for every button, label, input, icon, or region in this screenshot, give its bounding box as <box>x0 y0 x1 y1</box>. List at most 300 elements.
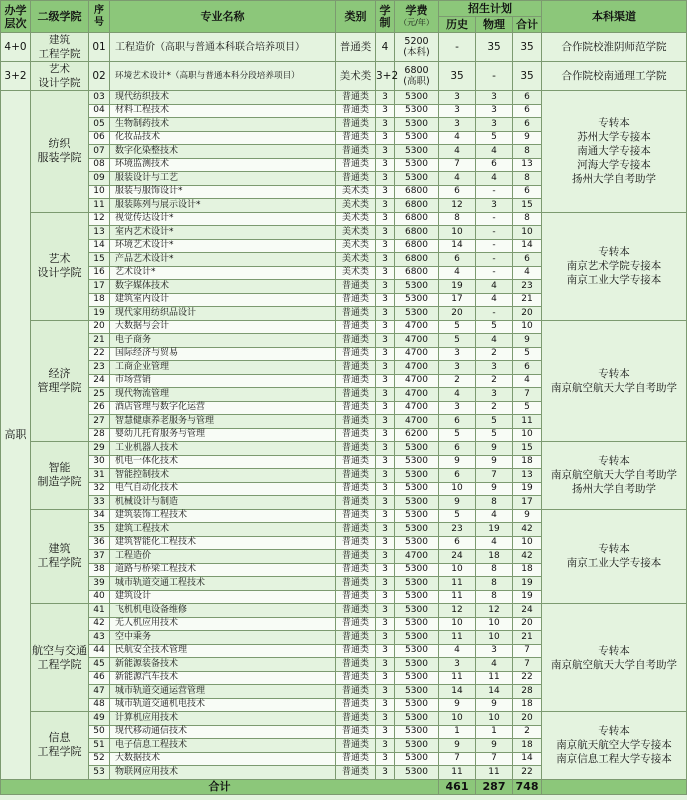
major-cell: 城市轨道交通工程技术 <box>110 577 336 591</box>
total-cell: 7 <box>513 388 542 402</box>
history-cell: 11 <box>439 590 476 604</box>
history-cell: 4 <box>439 644 476 658</box>
fee-cell: 5300 <box>395 698 439 712</box>
physics-cell: 19 <box>476 523 513 537</box>
history-cell: 5 <box>439 428 476 442</box>
physics-cell: 3 <box>476 644 513 658</box>
physics-cell: 6 <box>476 158 513 172</box>
seq-cell: 33 <box>89 496 110 510</box>
fee-cell: 4700 <box>395 374 439 388</box>
seq-cell: 23 <box>89 361 110 375</box>
fee-cell: 5300 <box>395 442 439 456</box>
type-cell: 美术类 <box>336 62 376 91</box>
total-cell: 6 <box>513 185 542 199</box>
channel-cell: 专转本 南京航天航空大学专接本 南京信息工程大学专接本 <box>542 712 687 780</box>
duration-cell: 3 <box>376 401 395 415</box>
duration-cell: 3 <box>376 91 395 105</box>
channel-cell: 专转本 南京艺术学院专接本 南京工业大学专接本 <box>542 212 687 320</box>
fee-cell: 5300 <box>395 536 439 550</box>
major-cell: 环境监测技术 <box>110 158 336 172</box>
channel-cell: 专转本 南京工业大学专接本 <box>542 509 687 604</box>
major-cell: 城市轨道交通机电技术 <box>110 698 336 712</box>
seq-cell: 31 <box>89 469 110 483</box>
duration-cell: 3 <box>376 536 395 550</box>
duration-cell: 3 <box>376 550 395 564</box>
major-cell: 服装设计与工艺 <box>110 172 336 186</box>
history-cell: 10 <box>439 617 476 631</box>
header-history: 历史 <box>439 17 476 33</box>
total-cell: 9 <box>513 334 542 348</box>
total-cell: 15 <box>513 442 542 456</box>
seq-cell: 19 <box>89 307 110 321</box>
history-cell: 9 <box>439 698 476 712</box>
major-cell: 酒店管理与数字化运营 <box>110 401 336 415</box>
major-cell: 无人机应用技术 <box>110 617 336 631</box>
total-cell: 2 <box>513 725 542 739</box>
college-cell: 纺织 服装学院 <box>31 91 89 213</box>
physics-cell: 4 <box>476 280 513 294</box>
major-cell: 大数据与会计 <box>110 320 336 334</box>
physics-cell: 4 <box>476 658 513 672</box>
physics-cell: 10 <box>476 712 513 726</box>
fee-cell: 5300 <box>395 725 439 739</box>
major-cell: 大数据技术 <box>110 752 336 766</box>
type-cell: 普通类 <box>336 33 376 62</box>
physics-cell: 9 <box>476 455 513 469</box>
header-major: 专业名称 <box>110 1 336 33</box>
header-total: 合计 <box>513 17 542 33</box>
table-row <box>1 442 687 456</box>
seq-cell: 20 <box>89 320 110 334</box>
physics-cell: - <box>476 253 513 267</box>
seq-cell: 47 <box>89 685 110 699</box>
fee-cell: 5300 <box>395 307 439 321</box>
seq-cell: 26 <box>89 401 110 415</box>
physics-cell: 4 <box>476 536 513 550</box>
seq-cell: 04 <box>89 104 110 118</box>
physics-cell: 8 <box>476 496 513 510</box>
header-seq: 序 号 <box>89 1 110 33</box>
table-row <box>1 91 687 105</box>
fee-cell: 6200 <box>395 428 439 442</box>
seq-cell: 11 <box>89 199 110 213</box>
major-cell: 建筑工程技术 <box>110 523 336 537</box>
type-cell: 美术类 <box>336 185 376 199</box>
physics-cell: 8 <box>476 590 513 604</box>
history-cell: 19 <box>439 280 476 294</box>
total-cell: 20 <box>513 712 542 726</box>
total-cell: 42 <box>513 550 542 564</box>
seq-cell: 39 <box>89 577 110 591</box>
duration-cell: 3 <box>376 442 395 456</box>
total-cell: 8 <box>513 172 542 186</box>
header-level: 办学 层次 <box>1 1 31 33</box>
type-cell: 普通类 <box>336 334 376 348</box>
history-cell: 11 <box>439 577 476 591</box>
duration-cell: 3 <box>376 698 395 712</box>
duration-cell: 3 <box>376 523 395 537</box>
level-cell: 高职 <box>1 91 31 780</box>
major-cell: 智能控制技术 <box>110 469 336 483</box>
total-cell: 28 <box>513 685 542 699</box>
physics-cell: 11 <box>476 766 513 780</box>
fee-cell: 5300 <box>395 469 439 483</box>
type-cell: 普通类 <box>336 604 376 618</box>
duration-cell: 3 <box>376 347 395 361</box>
type-cell: 普通类 <box>336 617 376 631</box>
major-cell: 环境艺术设计*（高职与普通本科分段培养项目） <box>110 62 336 91</box>
fee-cell: 5300 <box>395 658 439 672</box>
fee-cell: 5300 <box>395 685 439 699</box>
history-cell: 10 <box>439 712 476 726</box>
duration-cell: 3 <box>376 658 395 672</box>
major-cell: 现代家用纺织品设计 <box>110 307 336 321</box>
physics-cell: 3 <box>476 91 513 105</box>
seq-cell: 25 <box>89 388 110 402</box>
duration-cell: 3 <box>376 617 395 631</box>
physics-cell: 2 <box>476 374 513 388</box>
total-cell: 10 <box>513 320 542 334</box>
duration-cell: 3 <box>376 590 395 604</box>
major-cell: 市场营销 <box>110 374 336 388</box>
total-cell: 10 <box>513 536 542 550</box>
seq-cell: 45 <box>89 658 110 672</box>
total-cell: 20 <box>513 307 542 321</box>
major-cell: 数字化染整技术 <box>110 145 336 159</box>
channel-cell: 专转本 南京航空航天大学自考助学 <box>542 604 687 712</box>
seq-cell: 24 <box>89 374 110 388</box>
physics-cell: 5 <box>476 320 513 334</box>
history-cell: 4 <box>439 145 476 159</box>
header-fee <box>395 1 439 33</box>
history-cell: 11 <box>439 631 476 645</box>
physics-cell: 5 <box>476 428 513 442</box>
type-cell: 美术类 <box>336 226 376 240</box>
history-cell: 3 <box>439 658 476 672</box>
total-row <box>1 779 687 794</box>
duration-cell: 3 <box>376 280 395 294</box>
total-cell: 4 <box>513 266 542 280</box>
major-cell: 飞机机电设备维修 <box>110 604 336 618</box>
total-cell: 17 <box>513 496 542 510</box>
duration-cell: 3 <box>376 334 395 348</box>
major-cell: 服装陈列与展示设计* <box>110 199 336 213</box>
total-cell: 23 <box>513 280 542 294</box>
table-row <box>1 33 687 62</box>
seq-cell: 03 <box>89 91 110 105</box>
seq-cell: 08 <box>89 158 110 172</box>
table-row <box>1 212 687 226</box>
seq-cell: 53 <box>89 766 110 780</box>
major-cell: 智慧健康养老服务与管理 <box>110 415 336 429</box>
duration-cell: 3 <box>376 172 395 186</box>
history-cell: 3 <box>439 347 476 361</box>
physics-cell: 3 <box>476 104 513 118</box>
type-cell: 普通类 <box>336 442 376 456</box>
type-cell: 普通类 <box>336 293 376 307</box>
fee-cell: 5200 (本科) <box>395 33 439 62</box>
total-cell: 19 <box>513 590 542 604</box>
total-cell: 13 <box>513 158 542 172</box>
history-cell: 9 <box>439 739 476 753</box>
physics-cell: 5 <box>476 415 513 429</box>
type-cell: 普通类 <box>336 509 376 523</box>
header-duration: 学 制 <box>376 1 395 33</box>
level-cell: 4+0 <box>1 33 31 62</box>
history-cell: 6 <box>439 253 476 267</box>
physics-cell: 3 <box>476 388 513 402</box>
total-cell: 10 <box>513 428 542 442</box>
major-cell: 新能源汽车技术 <box>110 671 336 685</box>
fee-cell: 6800 <box>395 266 439 280</box>
seq-cell: 28 <box>89 428 110 442</box>
history-cell: 24 <box>439 550 476 564</box>
physics-cell: 1 <box>476 725 513 739</box>
fee-cell: 6800 <box>395 253 439 267</box>
major-cell: 建筑智能化工程技术 <box>110 536 336 550</box>
total-history: 461 <box>439 779 476 794</box>
header-plan: 招生计划 <box>439 1 542 17</box>
physics-cell: 7 <box>476 752 513 766</box>
physics-cell: 4 <box>476 293 513 307</box>
total-cell: 6 <box>513 118 542 132</box>
fee-cell: 5300 <box>395 577 439 591</box>
total-cell: 9 <box>513 131 542 145</box>
duration-cell: 3 <box>376 212 395 226</box>
history-cell: 6 <box>439 442 476 456</box>
history-cell: 6 <box>439 185 476 199</box>
fee-cell: 4700 <box>395 347 439 361</box>
major-cell: 道路与桥梁工程技术 <box>110 563 336 577</box>
history-cell: 7 <box>439 752 476 766</box>
duration-cell: 3 <box>376 415 395 429</box>
duration-cell: 3 <box>376 496 395 510</box>
college-cell: 艺术 设计学院 <box>31 62 89 91</box>
history-cell: 17 <box>439 293 476 307</box>
total-cell: 10 <box>513 226 542 240</box>
duration-cell: 3 <box>376 685 395 699</box>
history-cell: 1 <box>439 725 476 739</box>
type-cell: 普通类 <box>336 658 376 672</box>
physics-cell: 4 <box>476 172 513 186</box>
fee-cell: 6800 <box>395 239 439 253</box>
fee-label: 学费 <box>405 3 428 17</box>
physics-cell: 9 <box>476 482 513 496</box>
fee-cell: 6800 <box>395 185 439 199</box>
duration-cell: 3 <box>376 631 395 645</box>
history-cell: 4 <box>439 172 476 186</box>
physics-cell: 8 <box>476 563 513 577</box>
type-cell: 普通类 <box>336 671 376 685</box>
type-cell: 普通类 <box>336 523 376 537</box>
physics-cell: 9 <box>476 698 513 712</box>
major-cell: 视觉传达设计* <box>110 212 336 226</box>
type-cell: 普通类 <box>336 104 376 118</box>
seq-cell: 01 <box>89 33 110 62</box>
duration-cell: 3 <box>376 266 395 280</box>
total-cell: 21 <box>513 293 542 307</box>
type-cell: 普通类 <box>336 280 376 294</box>
duration-cell: 4 <box>376 33 395 62</box>
major-cell: 民航安全技术管理 <box>110 644 336 658</box>
duration-cell: 3 <box>376 307 395 321</box>
history-cell: 14 <box>439 685 476 699</box>
table-row <box>1 320 687 334</box>
major-cell: 建筑室内设计 <box>110 293 336 307</box>
physics-cell: - <box>476 239 513 253</box>
seq-cell: 49 <box>89 712 110 726</box>
major-cell: 服装与服饰设计* <box>110 185 336 199</box>
seq-cell: 32 <box>89 482 110 496</box>
type-cell: 普通类 <box>336 496 376 510</box>
duration-cell: 3 <box>376 253 395 267</box>
seq-cell: 30 <box>89 455 110 469</box>
type-cell: 普通类 <box>336 590 376 604</box>
type-cell: 普通类 <box>336 172 376 186</box>
type-cell: 美术类 <box>336 239 376 253</box>
seq-cell: 29 <box>89 442 110 456</box>
college-cell: 建筑 工程学院 <box>31 33 89 62</box>
physics-cell: 35 <box>476 33 513 62</box>
fee-cell: 5300 <box>395 766 439 780</box>
fee-cell: 5300 <box>395 496 439 510</box>
major-cell: 现代物流管理 <box>110 388 336 402</box>
major-cell: 材料工程技术 <box>110 104 336 118</box>
seq-cell: 50 <box>89 725 110 739</box>
physics-cell: 11 <box>476 671 513 685</box>
fee-cell: 5300 <box>395 631 439 645</box>
seq-cell: 09 <box>89 172 110 186</box>
major-cell: 工程造价（高职与普通本科联合培养项目） <box>110 33 336 62</box>
total-cell: 13 <box>513 469 542 483</box>
fee-cell: 5300 <box>395 172 439 186</box>
seq-cell: 43 <box>89 631 110 645</box>
header-channel: 本科渠道 <box>542 1 687 33</box>
history-cell: 7 <box>439 158 476 172</box>
physics-cell: 3 <box>476 361 513 375</box>
fee-cell: 6800 (高职) <box>395 62 439 91</box>
history-cell: 3 <box>439 361 476 375</box>
major-cell: 计算机应用技术 <box>110 712 336 726</box>
history-cell: 20 <box>439 307 476 321</box>
history-cell: 9 <box>439 496 476 510</box>
duration-cell: 3 <box>376 118 395 132</box>
major-cell: 环境艺术设计* <box>110 239 336 253</box>
seq-cell: 15 <box>89 253 110 267</box>
type-cell: 普通类 <box>336 631 376 645</box>
duration-cell: 3 <box>376 469 395 483</box>
duration-cell: 3 <box>376 239 395 253</box>
history-cell: 2 <box>439 374 476 388</box>
seq-cell: 18 <box>89 293 110 307</box>
fee-cell: 5300 <box>395 280 439 294</box>
physics-cell: 10 <box>476 631 513 645</box>
type-cell: 普通类 <box>336 415 376 429</box>
type-cell: 美术类 <box>336 253 376 267</box>
seq-cell: 38 <box>89 563 110 577</box>
seq-cell: 36 <box>89 536 110 550</box>
duration-cell: 3 <box>376 226 395 240</box>
fee-cell: 5300 <box>395 293 439 307</box>
seq-cell: 02 <box>89 62 110 91</box>
physics-cell: 7 <box>476 469 513 483</box>
physics-cell: 3 <box>476 118 513 132</box>
duration-cell: 3 <box>376 671 395 685</box>
duration-cell: 3 <box>376 145 395 159</box>
fee-cell: 4700 <box>395 361 439 375</box>
fee-cell: 4700 <box>395 388 439 402</box>
type-cell: 美术类 <box>336 199 376 213</box>
seq-cell: 46 <box>89 671 110 685</box>
type-cell: 普通类 <box>336 752 376 766</box>
major-cell: 室内艺术设计* <box>110 226 336 240</box>
total-cell: 18 <box>513 698 542 712</box>
total-cell: 14 <box>513 239 542 253</box>
fee-cell: 6800 <box>395 226 439 240</box>
history-cell: 10 <box>439 482 476 496</box>
duration-cell: 3 <box>376 577 395 591</box>
seq-cell: 22 <box>89 347 110 361</box>
duration-cell: 3 <box>376 455 395 469</box>
fee-cell: 5300 <box>395 509 439 523</box>
channel-cell: 专转本 苏州大学专接本 南通大学专接本 河海大学专接本 扬州大学自考助学 <box>542 91 687 213</box>
total-cell: 21 <box>513 631 542 645</box>
fee-cell: 5300 <box>395 563 439 577</box>
table-row <box>1 712 687 726</box>
physics-cell: 2 <box>476 401 513 415</box>
total-cell: 15 <box>513 199 542 213</box>
duration-cell: 3 <box>376 563 395 577</box>
seq-cell: 40 <box>89 590 110 604</box>
history-cell: 4 <box>439 266 476 280</box>
major-cell: 数字媒体技术 <box>110 280 336 294</box>
type-cell: 普通类 <box>336 388 376 402</box>
seq-cell: 37 <box>89 550 110 564</box>
major-cell: 物联网应用技术 <box>110 766 336 780</box>
college-cell: 智能 制造学院 <box>31 442 89 510</box>
type-cell: 普通类 <box>336 374 376 388</box>
total-cell: 19 <box>513 482 542 496</box>
duration-cell: 3 <box>376 428 395 442</box>
physics-cell: 4 <box>476 509 513 523</box>
major-cell: 现代纺织技术 <box>110 91 336 105</box>
level-cell: 3+2 <box>1 62 31 91</box>
table-row <box>1 509 687 523</box>
type-cell: 普通类 <box>336 428 376 442</box>
type-cell: 普通类 <box>336 482 376 496</box>
fee-cell: 5300 <box>395 131 439 145</box>
history-cell: 11 <box>439 766 476 780</box>
channel-cell: 合作院校淮阴师范学院 <box>542 33 687 62</box>
duration-cell: 3 <box>376 644 395 658</box>
physics-cell: 9 <box>476 739 513 753</box>
major-cell: 新能源装备技术 <box>110 658 336 672</box>
type-cell: 普通类 <box>336 145 376 159</box>
fee-cell: 5300 <box>395 671 439 685</box>
total-cell: 7 <box>513 644 542 658</box>
major-cell: 电气自动化技术 <box>110 482 336 496</box>
fee-cell: 4700 <box>395 415 439 429</box>
type-cell: 普通类 <box>336 469 376 483</box>
history-cell: 5 <box>439 334 476 348</box>
channel-cell: 专转本 南京航空航天大学自考助学 <box>542 320 687 442</box>
seq-cell: 16 <box>89 266 110 280</box>
type-cell: 普通类 <box>336 577 376 591</box>
history-cell: 10 <box>439 563 476 577</box>
history-cell: 5 <box>439 320 476 334</box>
type-cell: 普通类 <box>336 131 376 145</box>
total-cell: 20 <box>513 617 542 631</box>
